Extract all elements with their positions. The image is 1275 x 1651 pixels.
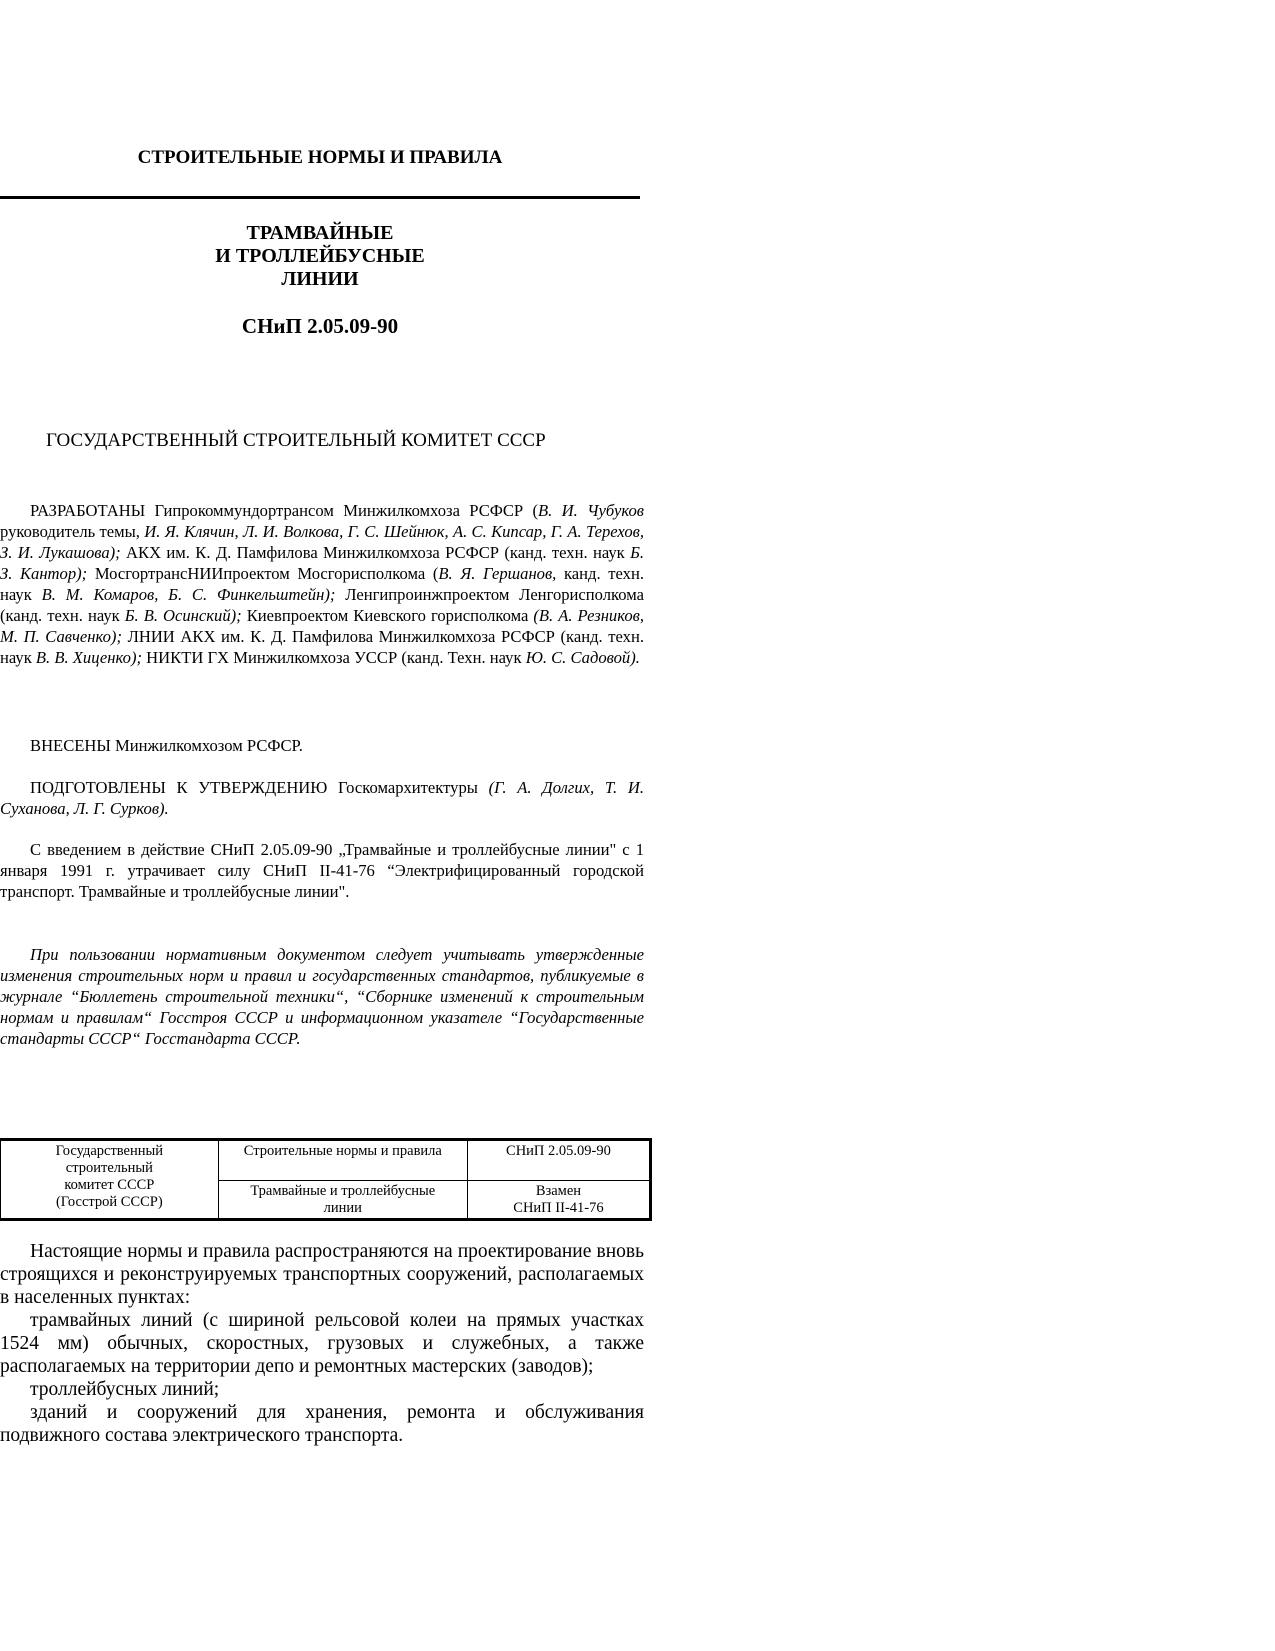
document-title-line-1: ТРАМВАЙНЫЕ bbox=[246, 222, 394, 244]
usage-note-paragraph: При пользовании нормативным документом следует учитывать утвержденные изменения строительных норм и правил и государственных стандартов, публикуемые в журнале “Бюллетень строительной техники“, “Сборнике изменений к строительным нормам и правилам“ Госстроя СССР и информационном указателе “Государственные стандарты СССР“ Госстандарта СССР. bbox=[0, 945, 644, 1048]
developers-person: В. В. Хиценко); bbox=[35, 648, 143, 667]
document-header-table bbox=[0, 1138, 652, 1221]
authority-line: комитет СССР bbox=[64, 1177, 155, 1193]
document-title-line-3: ЛИНИИ bbox=[281, 268, 359, 290]
title-cell bbox=[218, 1181, 467, 1220]
document-title bbox=[0, 222, 640, 291]
series-title: СТРОИТЕЛЬНЫЕ НОРМЫ И ПРАВИЛА bbox=[137, 147, 503, 168]
developers-person: Б. В. Осинский); bbox=[124, 606, 242, 625]
scope-item-depots: зданий и сооружений для хранения, ремонта и обслуживания подвижного состава электрического транспорта. bbox=[0, 1402, 644, 1446]
scope-item-trolleybus-lines: троллейбусных линий; bbox=[30, 1379, 220, 1400]
replaces-label: Взамен bbox=[535, 1183, 582, 1199]
developers-text: АКХ им. К. Д. Памфилова Минжилкомхоза РСФСР (канд. техн. наук bbox=[120, 543, 631, 562]
title-cell-line: линии bbox=[323, 1200, 362, 1216]
developers-text: НИКТИ ГХ Минжилкомхоза УССР (канд. Техн. наук bbox=[142, 648, 526, 667]
code-cell: СНиП 2.05.09-90 bbox=[467, 1140, 650, 1181]
scope-paragraph: Настоящие нормы и правила распространяются на проектирование вновь строящихся и реконструируемых транспортных сооружений, располагаемых в населенных пунктах: bbox=[0, 1241, 644, 1308]
prepared-persons: (Г. А. Долгих, Т. И. Суханова, Л. Г. Сурков). bbox=[0, 778, 644, 818]
developers-text: РАЗРАБОТАНЫ Гипрокоммундортрансом Минжилкомхоза РСФСР ( bbox=[30, 501, 539, 520]
authority-line: Государственный bbox=[55, 1143, 164, 1159]
developers-person: В. Я. Гершанов, bbox=[438, 564, 557, 583]
developers-person: Ю. С. Садовой). bbox=[525, 648, 640, 667]
authority-line: строительный bbox=[65, 1160, 153, 1176]
developers-paragraph bbox=[0, 500, 644, 668]
title-cell-line: Трамвайные и троллейбусные bbox=[250, 1183, 436, 1199]
replacement-paragraph: С введением в действие СНиП 2.05.09-90 „Трамвайные и троллейбусные линии" с 1 января 1991 г. утрачивает силу СНиП II-41-76 “Электрифицированный городской транспорт. Трамвайные и троллейбусные линии". bbox=[0, 840, 644, 901]
developers-person: В. М. Комаров, Б. С. Финкельштейн); bbox=[41, 585, 336, 604]
document-title-line-2: И ТРОЛЛЕЙБУСНЫЕ bbox=[215, 245, 425, 267]
authority-cell bbox=[0, 1140, 218, 1220]
authority-line: (Госстрой СССР) bbox=[55, 1194, 163, 1210]
developers-text: канд. техн. наук bbox=[0, 564, 644, 604]
developers-text: Киевпроектом Киевского горисполкома bbox=[241, 606, 534, 625]
scope-item-tram-lines: трамвайных линий (с шириной рельсовой колеи на прямых участках 1524 мм) обычных, скоростных, грузовых и служебных, а также располагаемых на территории депо и ремонтных мастерских (заводов); bbox=[0, 1310, 644, 1377]
developers-person: В. И. Чубуков bbox=[538, 501, 644, 520]
developers-text: ЛНИИ АКХ им. К. Д. Памфилова Минжилкомхоза РСФСР (канд. техн. наук bbox=[0, 627, 644, 667]
introduced-paragraph: ВНЕСЕНЫ Минжилкомхозом РСФСР. bbox=[30, 736, 303, 755]
developers-person: (В. А. Резников, М. П. Савченко); bbox=[0, 606, 645, 646]
developers-person: Б. З. Кантор); bbox=[0, 543, 644, 583]
developers-person: И. Я. Клячин, Л. И. Волкова, Г. С. Шейнюк, А. С. Кипсар, Г. А. Терехов, З. И. Лукашова); bbox=[0, 522, 644, 562]
title-divider bbox=[0, 196, 640, 199]
document-code: СНиП 2.05.09-90 bbox=[241, 314, 399, 338]
prepared-paragraph bbox=[0, 777, 644, 819]
prepared-text: ПОДГОТОВЛЕНЫ К УТВЕРЖДЕНИЮ Госкомархитектуры bbox=[30, 778, 489, 797]
developers-text: Ленгипроинжпроектом Ленгорисполкома (канд. техн. наук bbox=[0, 585, 644, 625]
committee-name: ГОСУДАРСТВЕННЫЙ СТРОИТЕЛЬНЫЙ КОМИТЕТ СССР bbox=[46, 430, 546, 451]
category-cell: Строительные нормы и правила bbox=[218, 1140, 467, 1181]
developers-text: МосгортрансНИИпроектом Мосгорисполкома ( bbox=[87, 564, 439, 583]
replaces-code: СНиП II-41-76 bbox=[513, 1200, 604, 1216]
developers-text: руководитель темы, bbox=[0, 522, 145, 541]
replaces-cell bbox=[467, 1181, 650, 1220]
